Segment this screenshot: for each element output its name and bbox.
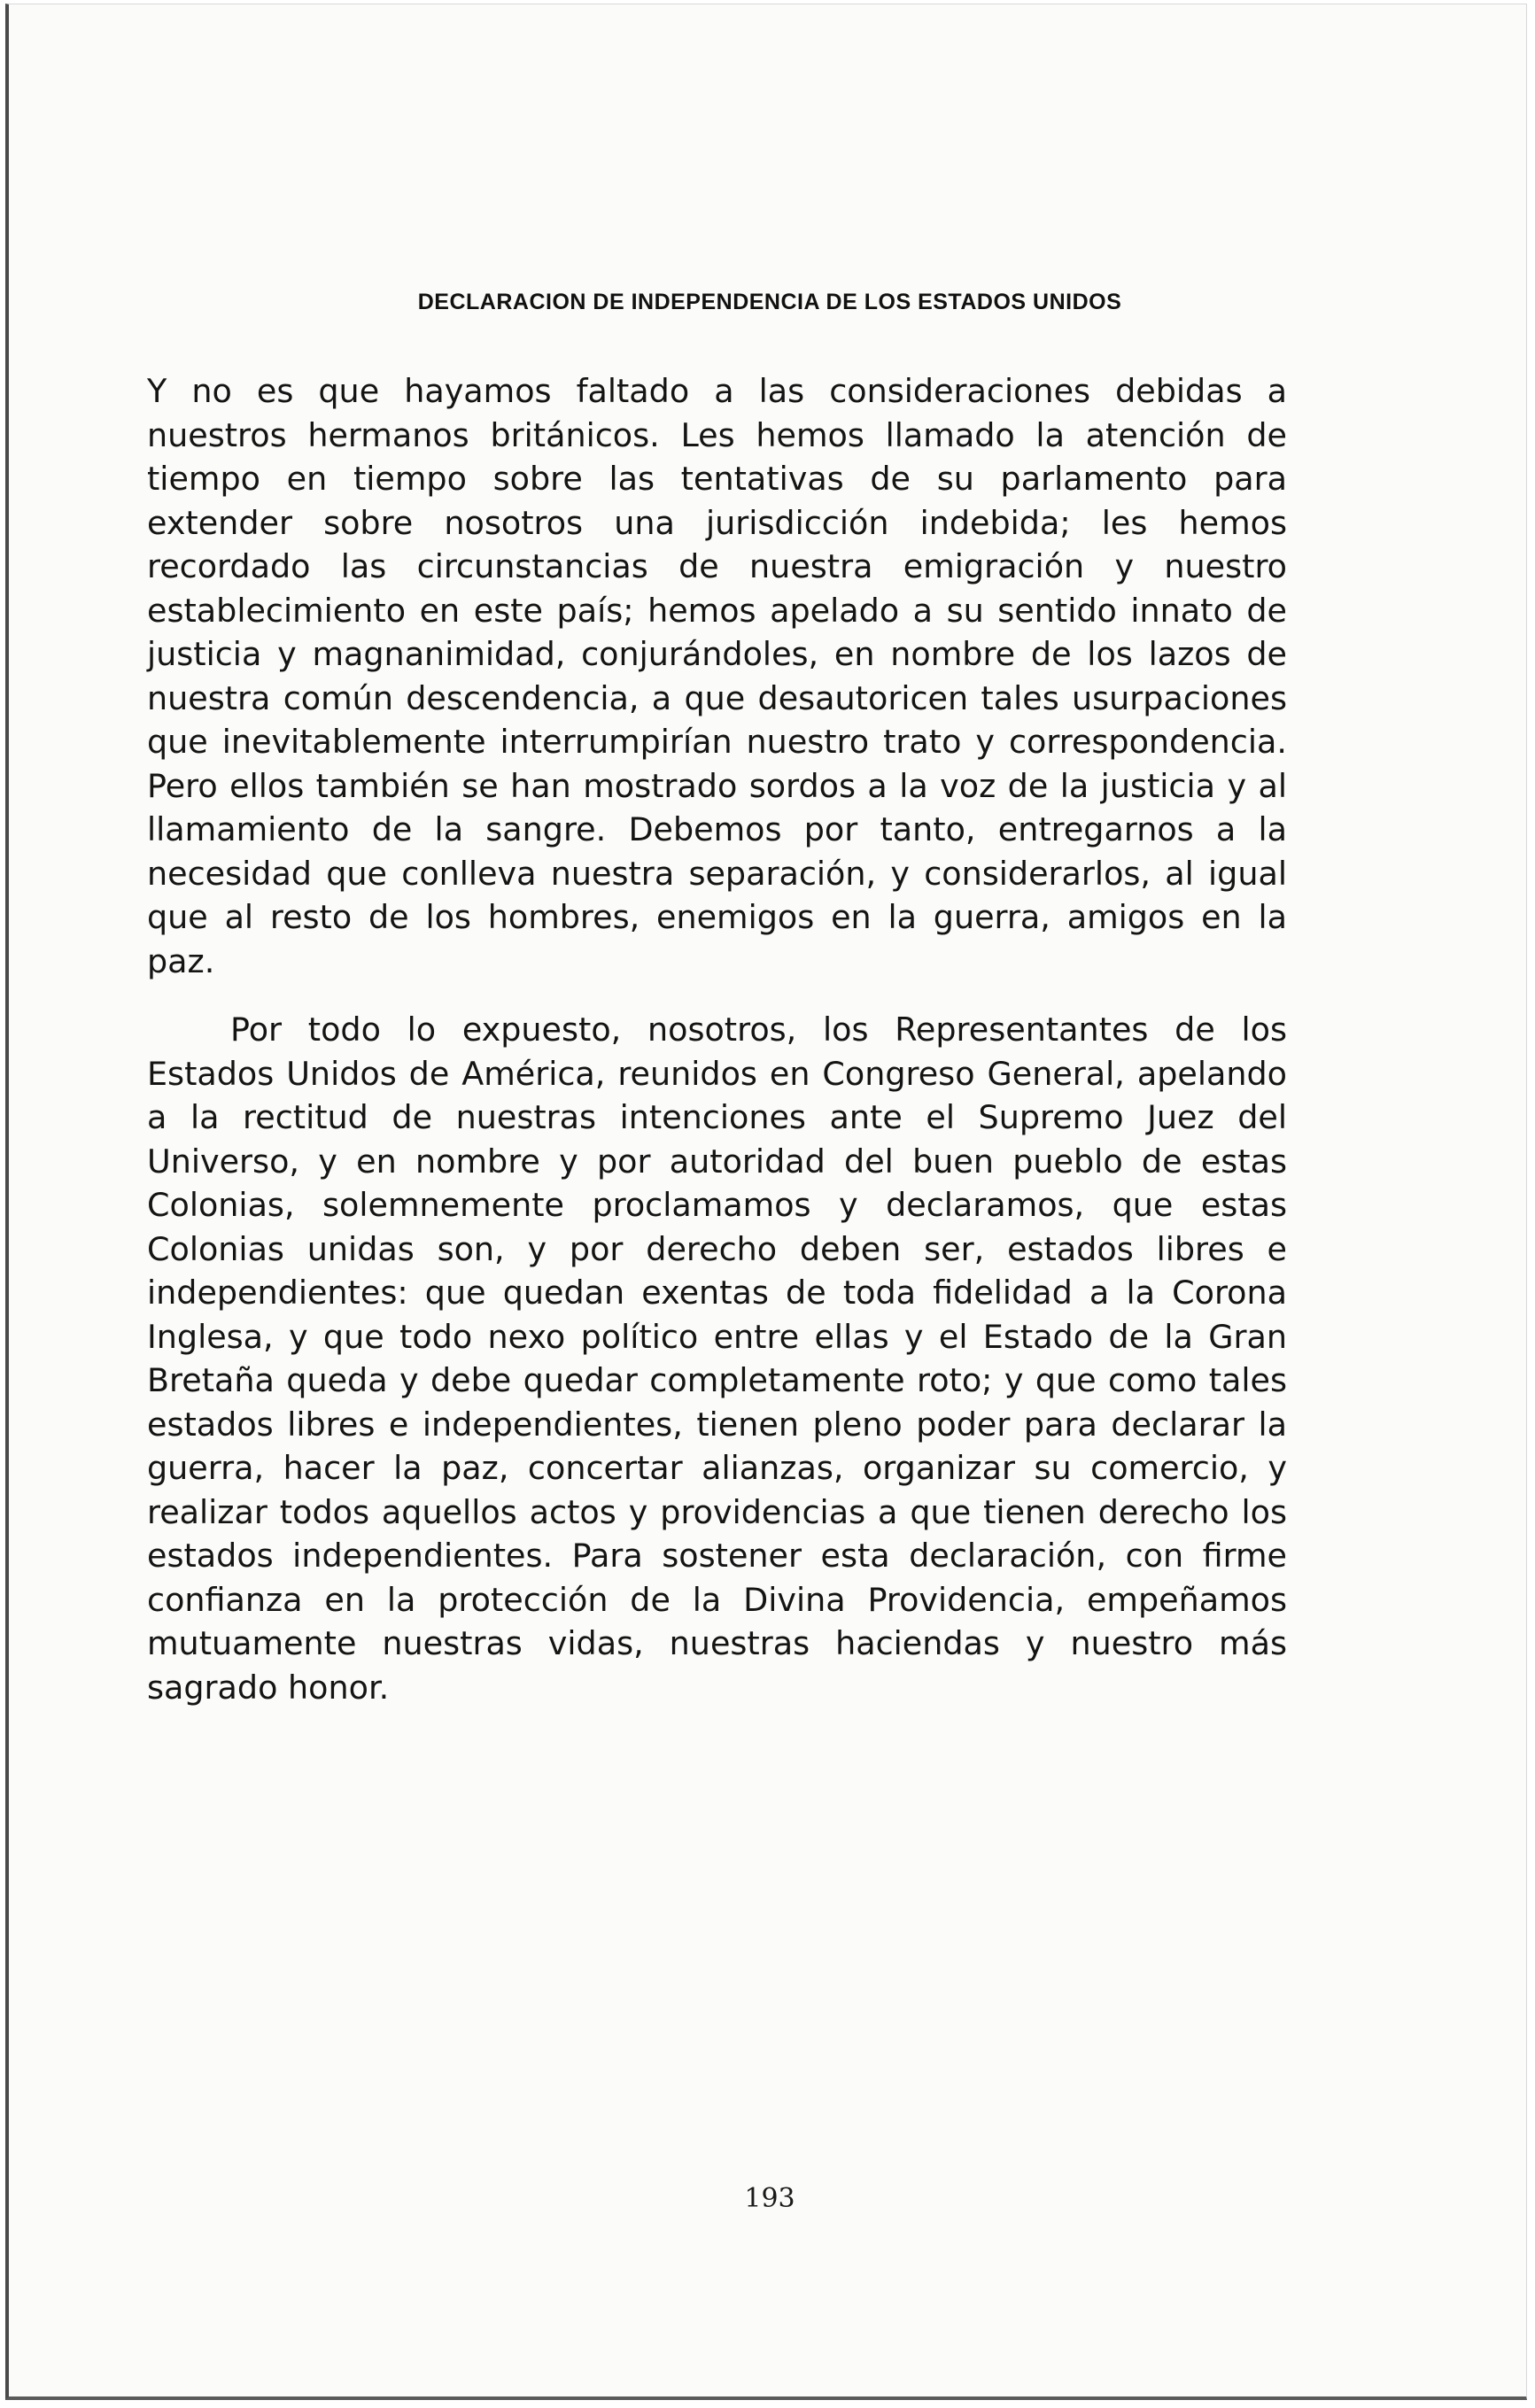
paragraph-grievances: Y no es que hayamos faltado a las consideraciones debidas a nuestros hermanos británicos. Les hemos llamado la atención de tiempo en tiempo sobre las tentativas de su parlamento para extender sobre nosotros una jurisdicción indebida; les hemos recordado las circunstancias de nuestra emigración y nuestro establecimiento en este país; hemos apelado a su sentido innato de justicia y magnanimidad, conjurándoles, en nombre de los lazos de nuestra común descendencia, a que desautoricen tales usurpaciones que inevitablemente interrumpirían nuestro trato y correspondencia. Pero ellos también se han mostrado sordos a la voz de la justicia y al llamamiento de la sangre. Debemos por tanto, entregarnos a la necesidad que conlleva nuestra separación, y considerarlos, al igual que al resto de los hombres, enemigos en la guerra, amigos en la paz. xyxy=(147,372,1287,980)
running-header: DECLARACION DE INDEPENDENCIA DE LOS ESTADOS UNIDOS xyxy=(417,290,1122,314)
body-text xyxy=(147,369,1287,1709)
paragraph-declaration: Por todo lo expuesto, nosotros, los Representantes de los Estados Unidos de América, reunidos en Congreso General, apelando a la rectitud de nuestras intenciones ante el Supremo Juez del Universo, y en nombre y por autoridad del buen pueblo de estas Colonias, solemnemente proclamamos y declaramos, que estas Colonias unidas son, y por derecho deben ser, estados libres e independientes: que quedan exentas de toda fidelidad a la Corona Inglesa, y que todo nexo político entre ellas y el Estado de la Gran Bretaña queda y debe quedar completamente roto; y que como tales estados libres e independientes, tienen pleno poder para declarar la guerra, hacer la paz, concertar alianzas, organizar su comercio, y realizar todos aquellos actos y providencias a que tienen derecho los estados independientes. Para sostener esta declaración, con firme confianza en la protección de la Divina Providencia, empeñamos mutuamente nuestras vidas, nuestras haciendas y nuestro más sagrado honor. xyxy=(147,1010,1287,1707)
page-number: 193 xyxy=(744,2183,795,2214)
document-page xyxy=(5,4,1527,2400)
